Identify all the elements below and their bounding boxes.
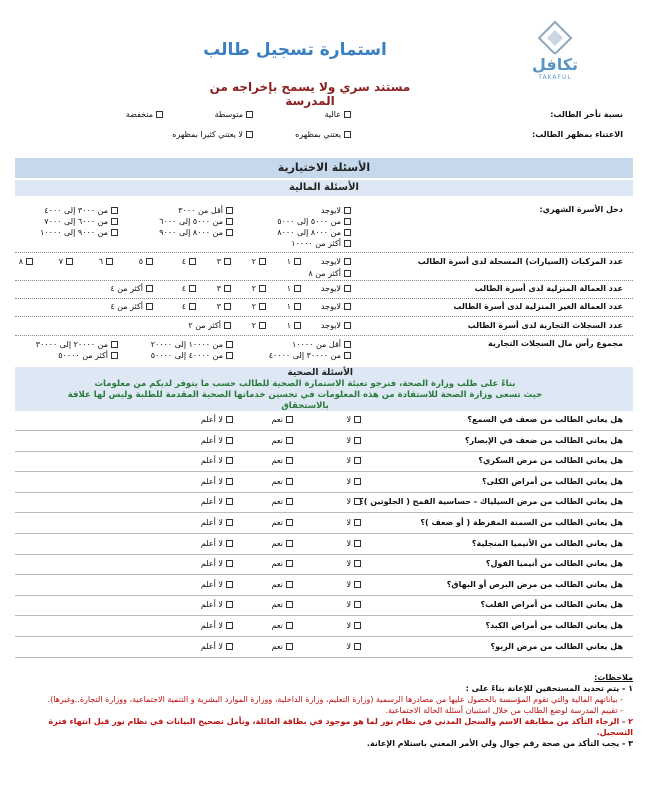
checkbox[interactable] bbox=[354, 560, 361, 567]
checkbox[interactable] bbox=[111, 207, 118, 214]
health-answer-option[interactable]: لا أعلم bbox=[201, 600, 233, 609]
health-question-label: هل يعاني الطالب من أمراض القلب؟ bbox=[480, 600, 623, 610]
domestic-option[interactable]: أكثر من ٤ bbox=[110, 284, 153, 293]
checkbox[interactable] bbox=[344, 258, 351, 265]
health-question-row bbox=[15, 493, 633, 513]
lateness-option-low[interactable]: منخفضة bbox=[126, 110, 163, 119]
logo-arabic: تكافل bbox=[531, 55, 579, 74]
checkbox[interactable] bbox=[286, 416, 293, 423]
note-1b: - تقييم المدرسة لوضع الطالب من خلال استبيان أسئلة الحالة الاجتماعية. bbox=[385, 706, 623, 715]
health-answer-option[interactable]: لا bbox=[346, 559, 361, 568]
logo-english: TAKAFUL bbox=[538, 74, 572, 81]
income-col1 bbox=[277, 205, 351, 249]
checkbox[interactable] bbox=[259, 303, 266, 310]
records-option[interactable]: أكثر من ٢ bbox=[188, 321, 231, 330]
health-answer-option[interactable]: لا bbox=[346, 642, 361, 651]
checkbox[interactable] bbox=[111, 229, 118, 236]
checkbox[interactable] bbox=[344, 285, 351, 292]
checkbox[interactable] bbox=[106, 258, 113, 265]
health-question-row bbox=[15, 576, 633, 596]
checkbox[interactable] bbox=[286, 622, 293, 629]
checkbox[interactable] bbox=[354, 519, 361, 526]
checkbox[interactable] bbox=[354, 643, 361, 650]
checkbox[interactable] bbox=[354, 601, 361, 608]
health-question-label: هل يعاني الطالب من مرض البرص أو البهاق؟ bbox=[446, 579, 623, 589]
health-answer-option[interactable]: نعم bbox=[272, 559, 293, 568]
capital-label: مجموع رأس مال السجلات التجارية bbox=[488, 339, 623, 348]
checkbox[interactable] bbox=[344, 218, 351, 225]
vehicles-field bbox=[15, 257, 623, 281]
income-option[interactable]: من ٥٠٠٠ إلى ٥٠٠٠ bbox=[277, 216, 351, 227]
health-question-row bbox=[15, 473, 633, 493]
commercial-records-field bbox=[15, 321, 623, 333]
checkbox[interactable] bbox=[354, 437, 361, 444]
capital-field bbox=[15, 339, 623, 363]
vehicles-option[interactable]: ١ bbox=[287, 257, 301, 266]
vehicles-option[interactable]: لايوجد bbox=[321, 257, 351, 266]
checkbox[interactable] bbox=[286, 581, 293, 588]
lateness-option-medium[interactable]: متوسطة bbox=[215, 110, 253, 119]
checkbox[interactable] bbox=[224, 285, 231, 292]
appearance-label: الاعتناء بمظهر الطالب: bbox=[532, 130, 623, 139]
capital-option[interactable]: من ٢٠٠٠٠ إلى ٣٠٠٠٠ bbox=[36, 339, 118, 350]
checkbox[interactable] bbox=[224, 303, 231, 310]
checkbox[interactable] bbox=[226, 581, 233, 588]
checkbox[interactable] bbox=[226, 352, 233, 359]
health-answer-option[interactable]: لا أعلم bbox=[201, 436, 233, 445]
health-question-row bbox=[15, 596, 633, 616]
checkbox[interactable] bbox=[344, 322, 351, 329]
health-answer-option[interactable]: لا bbox=[346, 518, 361, 527]
health-question-row bbox=[15, 617, 633, 637]
capital-col3 bbox=[36, 339, 118, 361]
appearance-option-cares[interactable]: يعتني بمظهره bbox=[295, 130, 351, 139]
health-answer-option[interactable]: لا أعلم bbox=[201, 642, 233, 651]
checkbox[interactable] bbox=[344, 303, 351, 310]
checkbox[interactable] bbox=[294, 322, 301, 329]
health-question-row bbox=[15, 638, 633, 658]
checkbox[interactable] bbox=[286, 519, 293, 526]
checkbox[interactable] bbox=[226, 560, 233, 567]
checkbox[interactable] bbox=[226, 519, 233, 526]
checkbox[interactable] bbox=[156, 111, 163, 118]
health-answer-option[interactable]: لا أعلم bbox=[201, 580, 233, 589]
vehicles-option[interactable]: ٣ bbox=[217, 257, 231, 266]
logo-diamond-icon bbox=[531, 20, 579, 54]
health-answer-option[interactable]: نعم bbox=[272, 621, 293, 630]
checkbox[interactable] bbox=[226, 341, 233, 348]
income-col3 bbox=[40, 205, 118, 238]
checkbox[interactable] bbox=[354, 498, 361, 505]
optional-section-header: الأسئلة الاختيارية bbox=[15, 158, 633, 178]
checkbox[interactable] bbox=[354, 478, 361, 485]
health-note-line1: بناءً على طلب وزارة الصحة، فنرجو تعبئة الاستمارة الصحية للطالب حسب ما يتوفر لديكم من معلومات bbox=[94, 379, 516, 389]
checkbox[interactable] bbox=[344, 131, 351, 138]
vehicles-option[interactable]: ٦ bbox=[99, 257, 113, 266]
notes-section bbox=[15, 672, 633, 749]
checkbox[interactable] bbox=[344, 352, 351, 359]
income-option[interactable]: من ٨٠٠٠ إلى ٩٠٠٠ bbox=[159, 227, 233, 238]
records-option[interactable]: ٢ bbox=[252, 321, 266, 330]
checkbox[interactable] bbox=[189, 258, 196, 265]
domestic-option[interactable]: ٤ bbox=[182, 284, 196, 293]
note-1a: - بياناتهم المالية والتي تقوم المؤسسة بالحصول عليها من مصادرها الرسمية (وزارة التعليم، وزارة الداخلية، ووزارة الموارد البشرية و التنمية الاجتماعية، ووزارة التجارة..وغيرها). bbox=[47, 695, 623, 704]
health-question-row bbox=[15, 535, 633, 555]
health-question-row bbox=[15, 411, 633, 431]
income-option[interactable]: من ٨٠٠٠ إلى ٨٠٠٠ bbox=[277, 227, 351, 238]
domestic-option[interactable]: ٢ bbox=[252, 284, 266, 293]
appearance-option-not-care[interactable]: لا يعتني كثيرا بمظهره bbox=[172, 130, 253, 139]
checkbox[interactable] bbox=[189, 303, 196, 310]
capital-option[interactable]: أكثر من ٥٠٠٠٠ bbox=[36, 350, 118, 361]
health-section-header: الأسئلة الصحية bbox=[287, 368, 353, 378]
checkbox[interactable] bbox=[259, 322, 266, 329]
divider bbox=[15, 252, 633, 253]
checkbox[interactable] bbox=[26, 258, 33, 265]
checkbox[interactable] bbox=[226, 622, 233, 629]
note-2: ٢ - الرجاء التأكد من مطابقة الاسم والسجل المدني في نظام نور لما هو موجود في بطاقة العائلة، ونأمل تصحيح البيانات في نظام نور قبل انتهاء فترة التسجيل. bbox=[48, 717, 633, 737]
health-answer-option[interactable]: نعم bbox=[272, 518, 293, 527]
form-subtitle: مستند سري ولا يسمح بإخراجه من المدرسة bbox=[209, 80, 411, 108]
checkbox[interactable] bbox=[226, 498, 233, 505]
income-option[interactable]: من ٣٠٠٠ إلى ٤٠٠٠ bbox=[40, 205, 118, 216]
health-note-line2: حيث تسعى وزارة الصحة للاستفادة من هذه المعلومات في تحسين خدماتها الصحية المقدمة للطلبة وليس لها علاقة بالاستحقاق bbox=[67, 390, 543, 411]
appearance-field bbox=[15, 130, 623, 142]
checkbox[interactable] bbox=[226, 478, 233, 485]
checkbox[interactable] bbox=[66, 258, 73, 265]
health-answer-option[interactable]: لا bbox=[346, 456, 361, 465]
vehicles-option[interactable]: ٢ bbox=[252, 257, 266, 266]
notes-heading: ملاحظات: bbox=[594, 673, 633, 682]
checkbox[interactable] bbox=[286, 643, 293, 650]
vehicles-option[interactable]: ٥ bbox=[139, 257, 153, 266]
records-option[interactable]: ١ bbox=[287, 321, 301, 330]
health-answer-option[interactable]: نعم bbox=[272, 436, 293, 445]
nondomestic-option[interactable]: أكثر من ٤ bbox=[110, 302, 153, 311]
checkbox[interactable] bbox=[189, 285, 196, 292]
health-question-label: هل يعاني الطالب من أمراض الكبد؟ bbox=[485, 621, 623, 630]
health-question-label: هل يعاني الطالب من مرض السكري؟ bbox=[478, 456, 623, 466]
income-col2 bbox=[159, 205, 233, 238]
capital-col1 bbox=[269, 339, 351, 361]
checkbox[interactable] bbox=[146, 303, 153, 310]
checkbox[interactable] bbox=[111, 218, 118, 225]
income-option[interactable]: من ٦٠٠٠ إلى ٧٠٠٠ bbox=[40, 216, 118, 227]
domestic-option[interactable]: ٣ bbox=[217, 284, 231, 293]
checkbox[interactable] bbox=[226, 457, 233, 464]
health-answer-option[interactable]: لا أعلم bbox=[201, 497, 233, 506]
health-answer-option[interactable]: نعم bbox=[272, 456, 293, 465]
checkbox[interactable] bbox=[111, 352, 118, 359]
income-option[interactable]: من ٩٠٠٠ إلى ١٠٠٠٠ bbox=[40, 227, 118, 238]
health-answer-option[interactable]: لا bbox=[346, 415, 361, 424]
checkbox[interactable] bbox=[259, 258, 266, 265]
capital-col2 bbox=[151, 339, 233, 361]
health-answer-option[interactable]: لا bbox=[346, 580, 361, 589]
checkbox[interactable] bbox=[226, 437, 233, 444]
checkbox[interactable] bbox=[286, 601, 293, 608]
vehicles-option[interactable]: ٧ bbox=[59, 257, 73, 266]
divider bbox=[15, 335, 633, 336]
income-option[interactable]: أكثر من ١٠٠٠٠ bbox=[277, 238, 351, 249]
income-option[interactable]: من ٥٠٠٠ إلى ٦٠٠٠ bbox=[159, 216, 233, 227]
checkbox[interactable] bbox=[226, 540, 233, 547]
checkbox[interactable] bbox=[294, 303, 301, 310]
capital-option[interactable]: من ٤٠٠٠٠ إلى ٥٠٠٠٠ bbox=[151, 350, 233, 361]
checkbox[interactable] bbox=[226, 416, 233, 423]
capital-option[interactable]: من ١٠٠٠٠ إلى ٢٠٠٠٠ bbox=[151, 339, 233, 350]
checkbox[interactable] bbox=[224, 258, 231, 265]
lateness-field bbox=[15, 110, 623, 122]
checkbox[interactable] bbox=[224, 322, 231, 329]
income-field bbox=[15, 205, 623, 251]
checkbox[interactable] bbox=[111, 341, 118, 348]
checkbox[interactable] bbox=[226, 207, 233, 214]
capital-option[interactable]: من ٣٠٠٠٠ إلى ٤٠٠٠٠ bbox=[269, 350, 351, 361]
health-answer-option[interactable]: نعم bbox=[272, 497, 293, 506]
health-question-label: هل يعاني الطالب من ضعف في الإبصار؟ bbox=[464, 435, 623, 445]
nondomestic-option[interactable]: ٢ bbox=[252, 302, 266, 311]
records-option[interactable]: لايوجد bbox=[321, 321, 351, 330]
form-title: استمارة تسجيل طالب bbox=[203, 40, 387, 60]
vehicles-label: عدد المركبات (السيارات) المسجلة لدى أسرة الطالب bbox=[417, 257, 623, 266]
nondomestic-option[interactable]: ١ bbox=[287, 302, 301, 311]
checkbox[interactable] bbox=[344, 229, 351, 236]
divider bbox=[15, 280, 633, 281]
health-answer-option[interactable]: نعم bbox=[272, 415, 293, 424]
checkbox[interactable] bbox=[146, 258, 153, 265]
health-question-label: هل يعاني الطالب من السمنة المفرطة ( أو ضعف )؟ bbox=[420, 518, 623, 527]
checkbox[interactable] bbox=[344, 270, 351, 277]
checkbox[interactable] bbox=[286, 498, 293, 505]
health-question-label: هل يعاني الطالب من أمراض الكلى؟ bbox=[482, 476, 623, 486]
domestic-option[interactable]: لايوجد bbox=[321, 284, 351, 293]
health-answer-option[interactable]: نعم bbox=[272, 580, 293, 589]
health-question-row bbox=[15, 452, 633, 472]
checkbox[interactable] bbox=[286, 457, 293, 464]
health-question-label: هل يعاني الطالب من مرض السيلياك - حساسية القمح ( الجلوتين )؟ bbox=[359, 497, 623, 507]
income-label: دخل الأسرة الشهري: bbox=[539, 205, 623, 214]
checkbox[interactable] bbox=[286, 437, 293, 444]
checkbox[interactable] bbox=[344, 207, 351, 214]
checkbox[interactable] bbox=[259, 285, 266, 292]
financial-section-header: الأسئلة المالية bbox=[15, 180, 633, 196]
health-question-label: هل يعاني الطالب من أنيميا الفول؟ bbox=[485, 559, 623, 569]
health-question-label: هل يعاني الطالب من الأنيميا المنجلية؟ bbox=[471, 538, 623, 548]
health-answer-option[interactable]: نعم bbox=[272, 539, 293, 548]
divider bbox=[15, 298, 633, 299]
health-question-row bbox=[15, 514, 633, 534]
health-question-row bbox=[15, 555, 633, 575]
health-answer-option[interactable]: لا أعلم bbox=[201, 518, 233, 527]
health-answer-option[interactable]: لا أعلم bbox=[201, 621, 233, 630]
checkbox[interactable] bbox=[226, 218, 233, 225]
checkbox[interactable] bbox=[354, 540, 361, 547]
checkbox[interactable] bbox=[246, 131, 253, 138]
health-answer-option[interactable]: لا أعلم bbox=[201, 559, 233, 568]
health-answer-option[interactable]: لا أعلم bbox=[201, 539, 233, 548]
health-answer-option[interactable]: لا أعلم bbox=[201, 415, 233, 424]
health-question-row bbox=[15, 432, 633, 452]
health-answer-option[interactable]: نعم bbox=[272, 600, 293, 609]
nondomestic-option[interactable]: ٤ bbox=[182, 302, 196, 311]
health-answer-option[interactable]: لا أعلم bbox=[201, 477, 233, 486]
divider bbox=[15, 316, 633, 317]
income-option[interactable]: أقل من ٣٠٠٠ bbox=[159, 205, 233, 216]
records-label: عدد السجلات التجارية لدى أسرة الطالب bbox=[467, 321, 623, 330]
checkbox[interactable] bbox=[354, 457, 361, 464]
note-1: ١ - يتم تحديد المستحقين للإعانة بناءً على : bbox=[465, 684, 633, 693]
vehicles-option-more[interactable]: أكثر من ٨ bbox=[308, 269, 351, 278]
health-question-label: هل يعاني الطالب من مرض الربو؟ bbox=[490, 641, 623, 651]
health-answer-option[interactable]: لا bbox=[346, 539, 361, 548]
domestic-workers-field bbox=[15, 284, 623, 296]
vehicles-option[interactable]: ٤ bbox=[182, 257, 196, 266]
health-answer-option[interactable]: نعم bbox=[272, 477, 293, 486]
checkbox[interactable] bbox=[226, 601, 233, 608]
checkbox[interactable] bbox=[344, 111, 351, 118]
checkbox[interactable] bbox=[286, 560, 293, 567]
nondomestic-option[interactable]: ٣ bbox=[217, 302, 231, 311]
capital-option[interactable]: أقل من ١٠٠٠٠ bbox=[269, 339, 351, 350]
checkbox[interactable] bbox=[226, 643, 233, 650]
nondomestic-option[interactable]: لايوجد bbox=[321, 302, 351, 311]
checkbox[interactable] bbox=[344, 341, 351, 348]
checkbox[interactable] bbox=[146, 285, 153, 292]
lateness-label: نسبة تأخر الطالب: bbox=[550, 110, 623, 119]
income-option[interactable]: لايوجد bbox=[277, 205, 351, 216]
checkbox[interactable] bbox=[226, 229, 233, 236]
nondomestic-label: عدد العمالة الغير المنزلية لدى أسرة الطالب bbox=[453, 302, 623, 311]
takaful-logo bbox=[525, 20, 585, 90]
health-answer-option[interactable]: لا أعلم bbox=[201, 456, 233, 465]
domestic-label: عدد العمالة المنزلية لدى أسرة الطالب bbox=[474, 284, 623, 293]
domestic-option[interactable]: ١ bbox=[287, 284, 301, 293]
lateness-option-high[interactable]: عالية bbox=[325, 110, 351, 119]
checkbox[interactable] bbox=[246, 111, 253, 118]
checkbox[interactable] bbox=[354, 416, 361, 423]
health-answer-option[interactable]: لا bbox=[346, 600, 361, 609]
checkbox[interactable] bbox=[286, 478, 293, 485]
health-answer-option[interactable]: لا bbox=[346, 436, 361, 445]
note-3: ٣ - يجب التأكد من صحة رقم جوال ولي الأمر المعني باستلام الإعانة. bbox=[366, 739, 633, 748]
checkbox[interactable] bbox=[354, 622, 361, 629]
checkbox[interactable] bbox=[294, 285, 301, 292]
checkbox[interactable] bbox=[294, 258, 301, 265]
checkbox[interactable] bbox=[354, 581, 361, 588]
health-answer-option[interactable]: لا bbox=[346, 497, 361, 506]
nondomestic-workers-field bbox=[15, 302, 623, 314]
health-answer-option[interactable]: نعم bbox=[272, 642, 293, 651]
checkbox[interactable] bbox=[286, 540, 293, 547]
health-question-label: هل يعاني الطالب من ضعف في السمع؟ bbox=[467, 415, 623, 424]
vehicles-option[interactable]: ٨ bbox=[19, 257, 33, 266]
health-answer-option[interactable]: لا bbox=[346, 621, 361, 630]
health-answer-option[interactable]: لا bbox=[346, 477, 361, 486]
checkbox[interactable] bbox=[344, 240, 351, 247]
